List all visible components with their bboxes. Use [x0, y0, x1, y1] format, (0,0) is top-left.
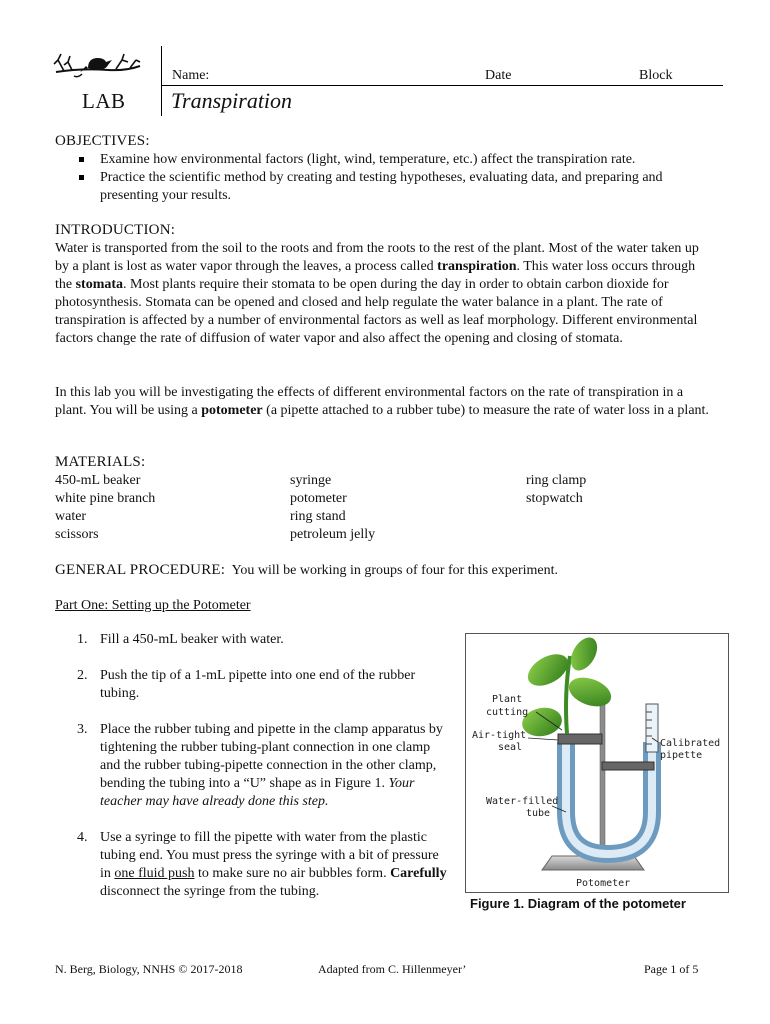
figure-caption: Figure 1. Diagram of the potometer: [470, 896, 686, 911]
list-item: stopwatch: [526, 491, 583, 506]
footer-left: N. Berg, Biology, NNHS © 2017-2018: [55, 962, 243, 976]
general-procedure-text: You will be working in groups of four for this experiment.: [231, 563, 558, 578]
name-label: Name:: [172, 68, 210, 83]
term-transpiration: transpiration: [437, 259, 517, 274]
lab-label: LAB: [82, 89, 126, 113]
part-one-steps: [55, 631, 447, 919]
page-title: Transpiration: [171, 88, 293, 113]
svg-text:tube: tube: [526, 808, 551, 819]
potometer-figure: [465, 633, 729, 893]
label-plant-cutting: Plant: [492, 694, 523, 705]
list-item: 450-mL beaker: [55, 473, 141, 488]
materials-column-3: [526, 472, 586, 508]
list-item: 3. Place the rubber tubing and pipette in the clamp apparatus by tightening the rubber tubing-plant connection in one clamp and the rubber tubing-pipette connection in the other clamp, bending the tubing into a “U” shape as in Figure 1. Your teacher may have already done this step.: [77, 722, 443, 809]
general-procedure: [55, 562, 558, 579]
svg-text:pipette: pipette: [660, 750, 703, 761]
list-item: ring clamp: [526, 473, 587, 488]
block-label: Block: [639, 68, 673, 83]
materials-column-1: [55, 472, 155, 544]
label-airtight-seal: Air-tight: [472, 730, 527, 741]
ring-stand-rod: [600, 688, 605, 858]
introduction-heading: INTRODUCTION:: [55, 222, 176, 238]
potometer-diagram: [466, 634, 728, 892]
objectives-list: [55, 151, 720, 205]
leaf: [565, 672, 615, 711]
leaf: [565, 634, 602, 675]
bullet-icon: [79, 157, 84, 162]
header-horizontal-rule: [161, 85, 723, 86]
label-calibrated-pipette: Calibrated: [660, 738, 721, 749]
list-item: 2. Push the tip of a 1-mL pipette into one end of the rubber tubing.: [77, 668, 416, 701]
water-filled-tube: [566, 742, 652, 854]
label-potometer: Potometer: [576, 878, 631, 889]
list-item: ring stand: [290, 509, 346, 524]
pipette-clamp: [602, 762, 654, 770]
label-water-filled-tube: Water-filled: [486, 796, 559, 807]
list-item: Practice the scientific method by creating and testing hypotheses, evaluating data, and preparing and presenting your results.: [55, 169, 720, 205]
bullet-icon: [79, 175, 84, 180]
list-item: scissors: [55, 527, 99, 542]
list-item: 4. Use a syringe to fill the pipette with water from the plastic tubing end. You must press the syringe with a bit of pressure in one fluid push to make sure no air bubbles form. Carefully disconnect the syringe from the tubing.: [77, 830, 447, 899]
date-label: Date: [485, 68, 512, 83]
header-vertical-rule: [161, 46, 162, 116]
introduction-paragraph-2: In this lab you will be investigating the effects of different environmental factors on the rate of transpiration in a plant. You will be using a potometer (a pipette attached to a rubber tube) to measure the rate of water loss in a plant.: [55, 385, 709, 418]
bird-on-branch-icon: [52, 46, 144, 80]
plant-clamp: [558, 734, 602, 744]
svg-text:seal: seal: [498, 742, 523, 753]
objectives-heading: OBJECTIVES:: [55, 133, 150, 149]
term-stomata: stomata: [75, 277, 124, 292]
part-one-heading: Part One: Setting up the Potometer: [55, 598, 251, 613]
footer-page-number: Page 1 of 5: [644, 962, 699, 976]
introduction-paragraph-1: Water is transported from the soil to the roots and from the roots to the rest of the plant. Most of the water taken up by a plant is lost as water vapor through the leaves, a process called transpiration. This water loss occurs through the stomata. Most plants require their stomata to be open during the day in order to obtain carbon dioxide for photosynthesis. Stomata can be opened and closed and help regulate the water balance in a plant. The rate of transpiration is affected by a number of environmental factors as well as leaf morphology. Different environmental factors change the rate of diffusion of water vapor and also affect the opening and closing of stomata.: [55, 241, 699, 346]
svg-text:cutting: cutting: [486, 707, 529, 718]
materials-column-2: [290, 472, 375, 544]
list-item: water: [55, 509, 87, 524]
term-potometer: potometer: [201, 403, 263, 418]
materials-heading: MATERIALS:: [55, 454, 146, 470]
list-item: petroleum jelly: [290, 527, 376, 542]
list-item: potometer: [290, 491, 347, 506]
general-procedure-heading: GENERAL PROCEDURE:: [55, 562, 226, 578]
list-item: syringe: [290, 473, 332, 488]
list-item: 1. Fill a 450-mL beaker with water.: [77, 632, 284, 647]
footer-center: Adapted from C. Hillenmeyer’: [318, 962, 467, 976]
list-item: Examine how environmental factors (light, wind, temperature, etc.) affect the transpiration rate.: [55, 151, 720, 169]
list-item: white pine branch: [55, 491, 156, 506]
